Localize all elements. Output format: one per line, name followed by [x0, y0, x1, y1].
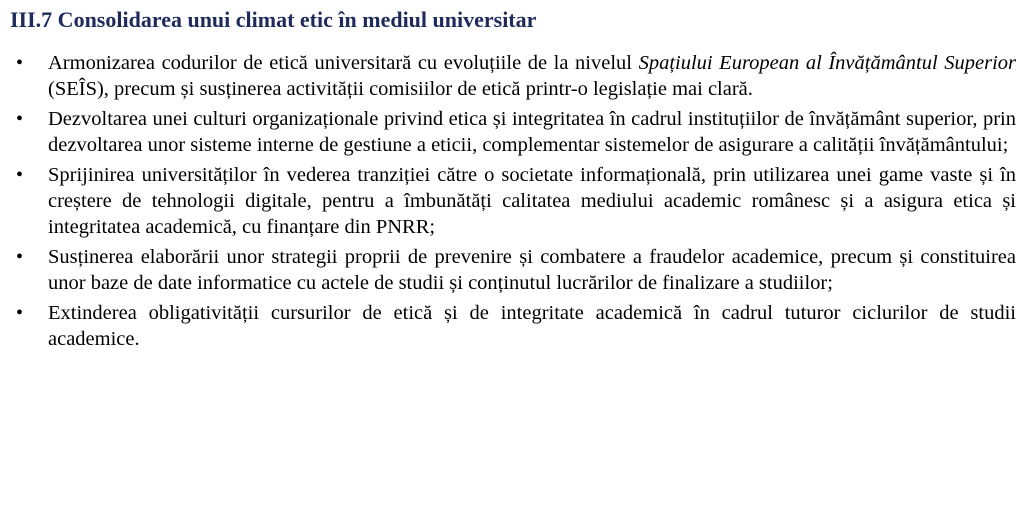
bullet-icon: •: [16, 108, 24, 130]
bullet-icon: •: [16, 52, 24, 74]
item-text: Sprijinirea universităților în vederea tranziției către o societate informațională, prin utilizarea unei game vaste și în creștere de tehnologii digitale, pentru a îmbunătăți calitatea mediului academic românesc și a asigura etica și integritatea academică, cu finanțare din PNRR;: [48, 164, 1016, 238]
item-text: Susținerea elaborării unor strategii proprii de prevenire și combatere a fraudelor academice, precum și constituirea unor baze de date informatice cu actele de studii și conținutul lucrărilor de finalizare a studiilor;: [48, 246, 1016, 294]
list-item: [10, 106, 1016, 158]
item-text-italic: Spațiului European al Învățământul Superior: [638, 52, 1016, 74]
objectives-list: [10, 50, 1016, 352]
list-item: [10, 244, 1016, 296]
item-text: Dezvoltarea unei culturi organizaționale privind etica și integritatea în cadrul instituțiilor de învățământ superior, prin dezvoltarea unor sisteme interne de gestiune a eticii, complementar sistemelor de asigurare a calității învățământului;: [48, 108, 1016, 156]
bullet-icon: •: [16, 164, 24, 186]
item-text-end: (SEÎS), precum și susținerea activității comisiilor de etică printr-o legislație mai clară.: [48, 78, 753, 100]
item-text: Extinderea obligativității cursurilor de etică și de integritate academică în cadrul tuturor ciclurilor de studii academice.: [48, 302, 1016, 350]
list-item: [10, 162, 1016, 240]
section-title: III.7 Consolidarea unui climat etic în mediul universitar: [10, 7, 537, 32]
bullet-icon: •: [16, 302, 24, 324]
list-item: [10, 300, 1016, 352]
bullet-icon: •: [16, 246, 24, 268]
item-text-start: Armonizarea codurilor de etică universitară cu evoluțiile de la nivelul: [48, 52, 639, 74]
list-item: [10, 50, 1016, 102]
